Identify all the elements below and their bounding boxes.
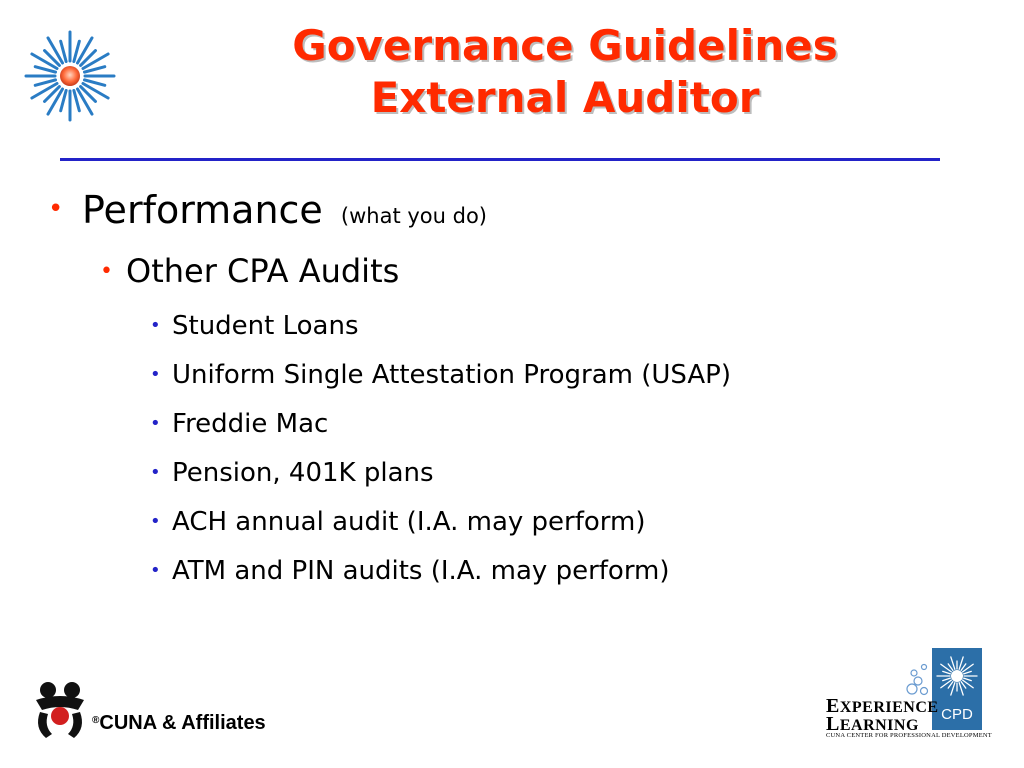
- cpd-starburst-ray: [943, 671, 951, 673]
- bullet-text: Pension, 401K plans: [172, 458, 434, 488]
- bullet-level3-item: [150, 456, 434, 490]
- cpd-label: CPD: [941, 706, 973, 723]
- bullet-level3-item: [150, 358, 731, 392]
- bullet-level2-other-cpa-audits: [100, 252, 399, 290]
- bullet-text: Student Loans: [172, 311, 359, 341]
- bullet-dot: •: [48, 194, 64, 224]
- bullet-text: Uniform Single Attestation Program (USAP): [172, 360, 731, 390]
- bullet-text: ACH annual audit (I.A. may perform): [172, 507, 646, 537]
- bullet-note: (what you do): [340, 204, 487, 228]
- title-line-1: Governance Guidelines: [292, 21, 838, 70]
- cpd-starburst-ray: [943, 678, 951, 680]
- bullet-text: ATM and PIN audits (I.A. may perform): [172, 556, 670, 586]
- bullet-dot: •: [150, 364, 161, 385]
- registered-mark: ®: [92, 715, 100, 726]
- cpd-starburst-ray: [964, 678, 972, 680]
- cuna-logo-icon: [30, 678, 90, 740]
- bullet-level3-item: [150, 554, 670, 588]
- bullet-dot: •: [150, 413, 161, 434]
- experience-cap: E: [826, 695, 840, 717]
- bullet-dot: •: [100, 259, 113, 284]
- bullet-level3-item: [150, 309, 359, 343]
- bullet-level1-performance: [48, 188, 487, 232]
- bullet-text: Other CPA Audits: [126, 252, 400, 290]
- slide-title: [150, 20, 980, 124]
- bullet-dot: •: [150, 462, 161, 483]
- bullet-dot: •: [150, 560, 161, 581]
- cpd-starburst-ray: [964, 671, 972, 673]
- title-divider: [60, 158, 940, 161]
- bullet-level3-item: [150, 407, 328, 441]
- cuna-affiliates-label: [92, 712, 266, 735]
- bullet-level3-item: [150, 505, 645, 539]
- bullet-dot: •: [150, 511, 161, 532]
- learning-cap: L: [826, 713, 840, 735]
- experience-rest: XPERIENCE: [839, 699, 939, 716]
- bullet-text: Freddie Mac: [172, 409, 329, 439]
- cuna-affiliates-text: CUNA & Affiliates: [99, 712, 266, 734]
- bullet-text: Performance: [82, 188, 323, 232]
- title-line-2: External Auditor: [370, 73, 760, 122]
- starburst-logo-icon: [22, 28, 118, 124]
- cpd-starburst-icon: [932, 648, 982, 704]
- learning-rest: EARNING: [839, 717, 919, 734]
- bullet-dot: •: [150, 315, 161, 336]
- cuna-cpd-tagline: CUNA CENTER FOR PROFESSIONAL DEVELOPMENT: [826, 732, 992, 739]
